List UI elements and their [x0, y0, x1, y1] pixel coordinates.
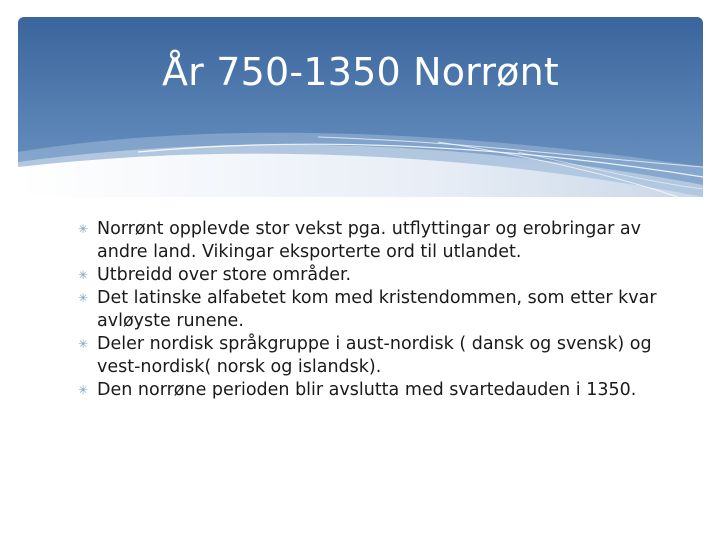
asterisk-icon: ✳ [78, 291, 89, 305]
list-item [78, 287, 658, 333]
bullet-list [78, 218, 658, 402]
list-item [78, 333, 658, 379]
list-item [78, 264, 658, 287]
asterisk-icon: ✳ [78, 337, 89, 351]
banner-wave-graphic [18, 17, 703, 197]
bullet-text: Det latinske alfabetet kom med kristendommen, som etter kvar avløyste runene. [97, 288, 657, 331]
bullet-text: Deler nordisk språkgruppe i aust-nordisk ( dansk og svensk) og vest-nordisk( norsk og islandsk). [97, 334, 652, 377]
list-item [78, 379, 658, 402]
asterisk-icon: ✳ [78, 383, 89, 397]
list-item [78, 218, 658, 264]
bullet-text: Den norrøne perioden blir avslutta med svartedauden i 1350. [97, 380, 637, 400]
bullet-text: Utbreidd over store områder. [97, 265, 352, 285]
bullet-text: Norrønt opplevde stor vekst pga. utflyttingar og erobringar av andre land. Vikingar eksporterte ord til utlandet. [97, 219, 641, 262]
asterisk-icon: ✳ [78, 222, 89, 236]
slide-title: År 750-1350 Norrønt [161, 50, 559, 94]
asterisk-icon: ✳ [78, 268, 89, 282]
title-banner [18, 17, 703, 197]
